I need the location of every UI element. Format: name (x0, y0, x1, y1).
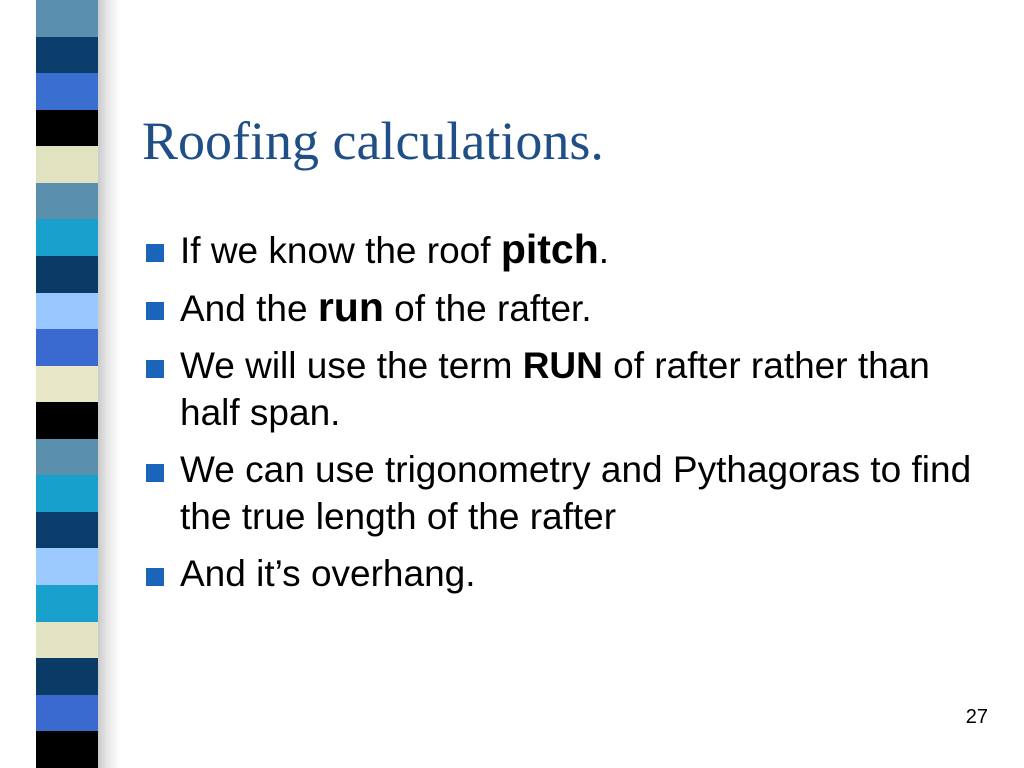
stripe-block (36, 512, 98, 549)
bullet-text: . (598, 230, 610, 271)
stripe-block (36, 329, 98, 366)
stripe-block (36, 439, 98, 476)
bullet-text: If we know the roof (180, 230, 501, 271)
bullet-list (142, 226, 992, 607)
stripe-block (36, 183, 98, 220)
bullet-text: And it’s overhang. (180, 553, 476, 594)
bullet-text: We can use trigonometry and Pythagoras to find the true length of the rafter (180, 449, 972, 537)
bullet-square-icon (146, 244, 164, 262)
bullet-square-icon (146, 302, 164, 320)
bullet-item (142, 342, 992, 436)
bullet-item (142, 446, 992, 540)
stripe-block (36, 475, 98, 512)
bullet-text: of rafter rather than half span. (180, 345, 930, 433)
stripe-blocks (36, 0, 98, 768)
stripe-block (36, 37, 98, 74)
bullet-emphasis: pitch (500, 226, 599, 272)
stripe-block (36, 731, 98, 768)
bullet-text: We will use the term (180, 345, 523, 386)
stripe-block (36, 585, 98, 622)
stripe-block (36, 146, 98, 183)
stripe-block (36, 219, 98, 256)
bullet-item (142, 284, 992, 332)
bullet-emphasis: RUN (522, 345, 603, 386)
stripe-block (36, 366, 98, 403)
bullet-text: And the (180, 288, 318, 329)
stripe-block (36, 110, 98, 147)
stripe-block (36, 293, 98, 330)
bullet-item (142, 550, 992, 597)
stripe-block (36, 658, 98, 695)
bullet-text: of the rafter. (383, 288, 592, 329)
stripe-block (36, 0, 98, 37)
bullet-square-icon (146, 360, 164, 378)
stripe-block (36, 548, 98, 585)
bullet-square-icon (146, 464, 164, 482)
stripe-block (36, 695, 98, 732)
bullet-item (142, 226, 992, 274)
bullet-square-icon (146, 568, 164, 586)
stripe-block (36, 402, 98, 439)
decorative-stripe (0, 0, 120, 768)
stripe-block (36, 622, 98, 659)
page-number: 27 (965, 706, 988, 728)
bullet-emphasis: run (317, 284, 384, 330)
slide-title: Roofing calculations. (142, 111, 604, 171)
stripe-block (36, 73, 98, 110)
stripe-block (36, 256, 98, 293)
